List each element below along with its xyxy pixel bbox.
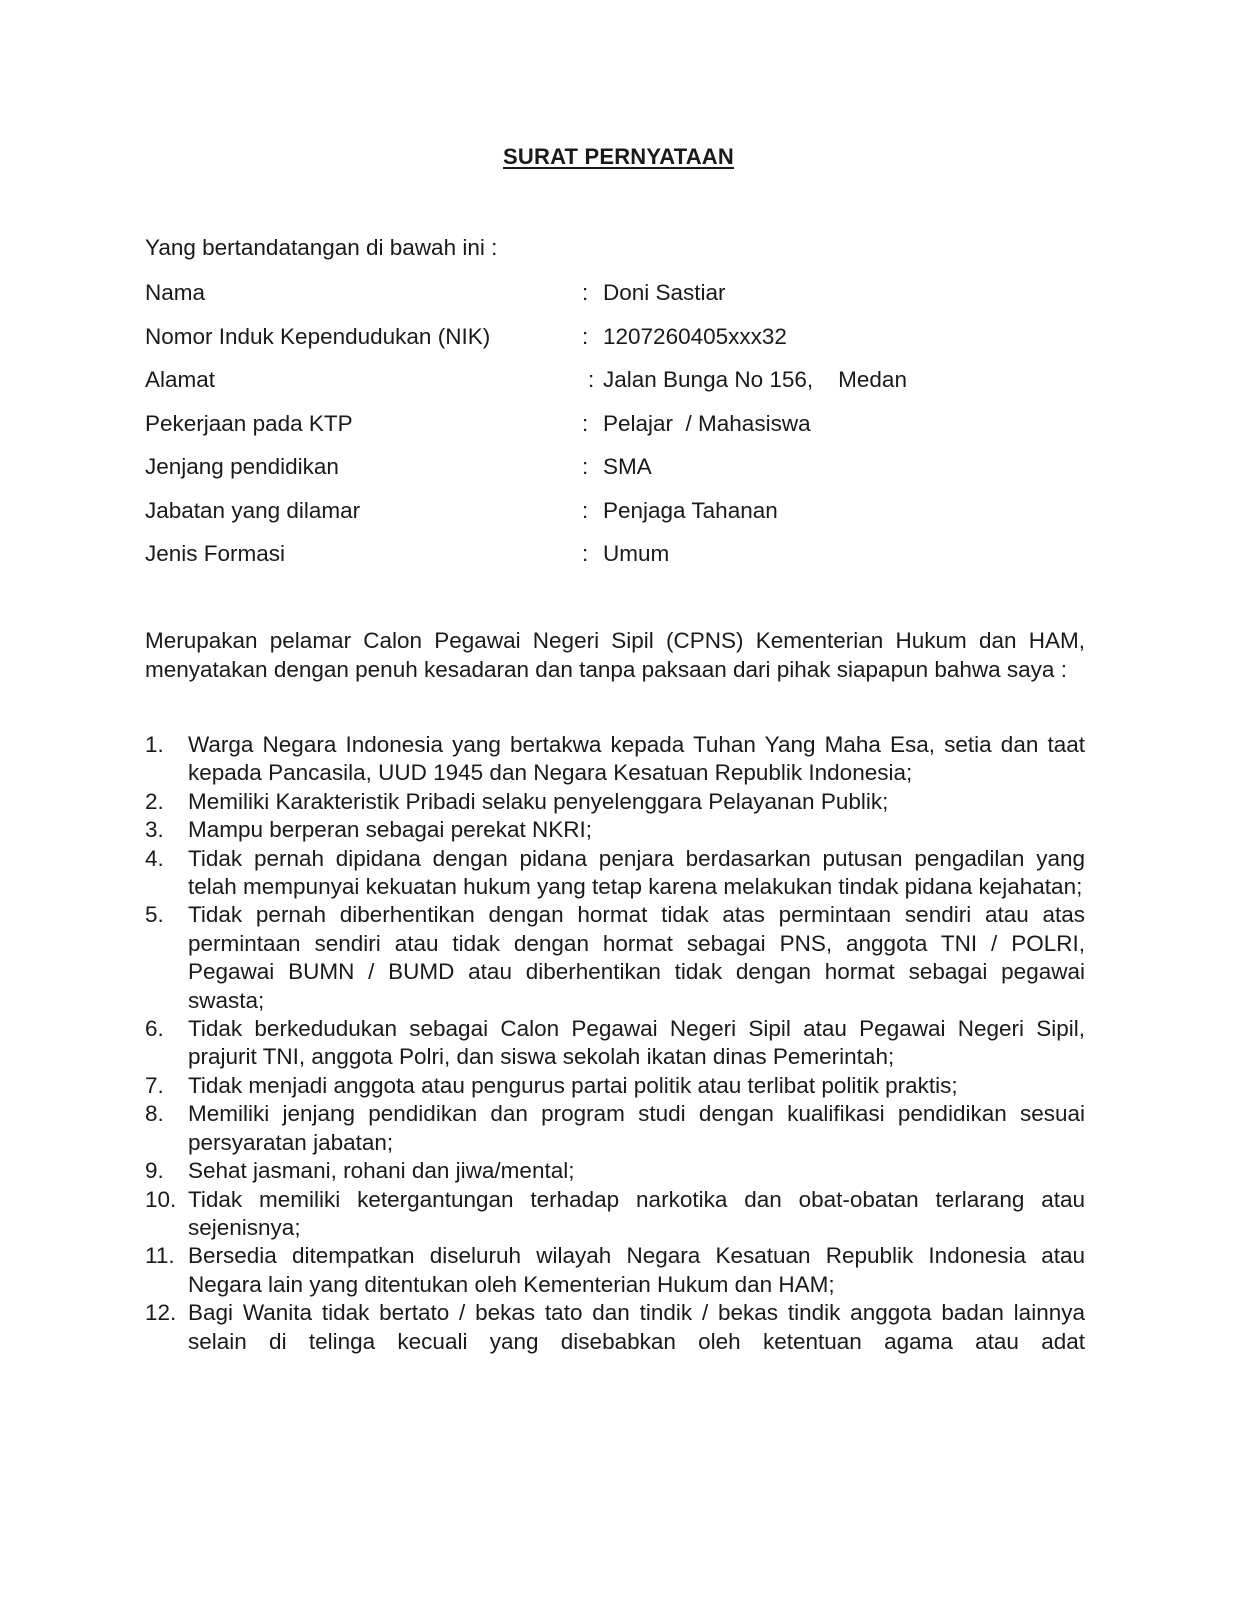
field-colon: : [582, 497, 589, 523]
list-number: 5. [145, 902, 164, 928]
list-item [145, 1072, 1085, 1100]
field-value: Umum [603, 541, 670, 566]
list-number: 4. [145, 845, 164, 871]
list-item [145, 1100, 1085, 1157]
field-label: Jenis Formasi [145, 541, 286, 566]
list-number: 7. [145, 1072, 164, 1098]
statement-list [145, 731, 1085, 1356]
field-value: SMA [603, 454, 652, 479]
list-text: Tidak memiliki ketergantungan terhadap narkotika dan obat-obatan terlarang atau sejenisnya; [188, 1186, 1085, 1240]
list-text: Bagi Wanita tidak bertato / bekas tato dan tindik / bekas tindik anggota badan lainnya selain di telinga kecuali yang disebabkan oleh ketentuan agama atau adat [188, 1300, 1085, 1354]
list-text: Tidak berkedudukan sebagai Calon Pegawai Negeri Sipil atau Pegawai Negeri Sipil, prajurit TNI, anggota Polri, dan siswa sekolah ikatan dinas Pemerintah; [188, 1016, 1085, 1070]
list-text: Tidak menjadi anggota atau pengurus partai politik atau terlibat politik praktis; [188, 1072, 958, 1098]
field-label: Pekerjaan pada KTP [145, 410, 353, 436]
list-item [145, 788, 1085, 816]
list-text: Tidak pernah diberhentikan dengan hormat tidak atas permintaan sendiri atau atas permintaan sendiri atau tidak dengan hormat sebagai PNS, anggota TNI / POLRI, Pegawai BUMN / BUMD atau diberhentikan tidak dengan hormat sebagai pegawai swasta; [188, 902, 1085, 1013]
field-label: Nomor Induk Kependudukan (NIK) [145, 323, 491, 349]
field-label: Alamat [145, 367, 216, 392]
field-value: Jalan Bunga No 156, Medan [603, 367, 907, 392]
field-colon: : [582, 410, 589, 436]
list-number: 6. [145, 1016, 164, 1042]
field-label: Nama [145, 280, 206, 305]
field-label: Jenjang pendidikan [145, 454, 339, 479]
list-number: 3. [145, 817, 164, 843]
list-number: 9. [145, 1158, 164, 1184]
list-text: Mampu berperan sebagai perekat NKRI; [188, 817, 592, 843]
list-number: 8. [145, 1101, 164, 1127]
list-text: Memiliki jenjang pendidikan dan program studi dengan kualifikasi pendidikan sesuai persyaratan jabatan; [188, 1101, 1085, 1155]
field-value: 1207260405xxx32 [603, 323, 787, 349]
document-title: SURAT PERNYATAAN [503, 144, 734, 169]
list-number: 12. [145, 1300, 177, 1326]
statement-paragraph: Merupakan pelamar Calon Pegawai Negeri Sipil (CPNS) Kementerian Hukum dan HAM, menyatakan dengan penuh kesadaran dan tanpa paksaan dari pihak siapapun bahwa saya : [145, 628, 1085, 682]
list-number: 1. [145, 732, 164, 757]
list-text: Bersedia ditempatkan diseluruh wilayah Negara Kesatuan Republik Indonesia atau Negara lain yang ditentukan oleh Kementerian Hukum dan HAM; [188, 1243, 1085, 1297]
field-value: Pelajar / Mahasiswa [603, 410, 811, 436]
list-item [145, 816, 1085, 844]
field-label: Jabatan yang dilamar [145, 497, 361, 523]
list-number: 2. [145, 788, 164, 814]
list-item [145, 901, 1085, 1015]
list-item [145, 1299, 1085, 1356]
list-text: Tidak pernah dipidana dengan pidana penjara berdasarkan putusan pengadilan yang telah mempunyai kekuatan hukum yang tetap karena melakukan tindak pidana kejahatan; [188, 845, 1085, 900]
field-colon: : [582, 454, 589, 479]
list-number: 11. [145, 1243, 175, 1269]
field-colon: : [582, 323, 589, 349]
list-number: 10. [145, 1186, 177, 1212]
list-item [145, 1242, 1085, 1299]
field-colon: : [588, 367, 595, 392]
field-colon: : [582, 541, 589, 566]
field-colon: : [582, 280, 589, 305]
list-text: Warga Negara Indonesia yang bertakwa kepada Tuhan Yang Maha Esa, setia dan taat kepada Pancasila, UUD 1945 dan Negara Kesatuan Republik Indonesia; [188, 732, 1085, 786]
field-value: Penjaga Tahanan [603, 497, 778, 523]
list-item [145, 1186, 1085, 1243]
list-item [145, 731, 1085, 788]
intro-text: Yang bertandatangan di bawah ini : [145, 235, 498, 260]
list-item [145, 845, 1085, 902]
field-value: Doni Sastiar [603, 280, 726, 305]
list-text: Sehat jasmani, rohani dan jiwa/mental; [188, 1158, 575, 1184]
list-text: Memiliki Karakteristik Pribadi selaku penyelenggara Pelayanan Publik; [188, 788, 889, 814]
list-item [145, 1015, 1085, 1072]
list-item [145, 1157, 1085, 1185]
